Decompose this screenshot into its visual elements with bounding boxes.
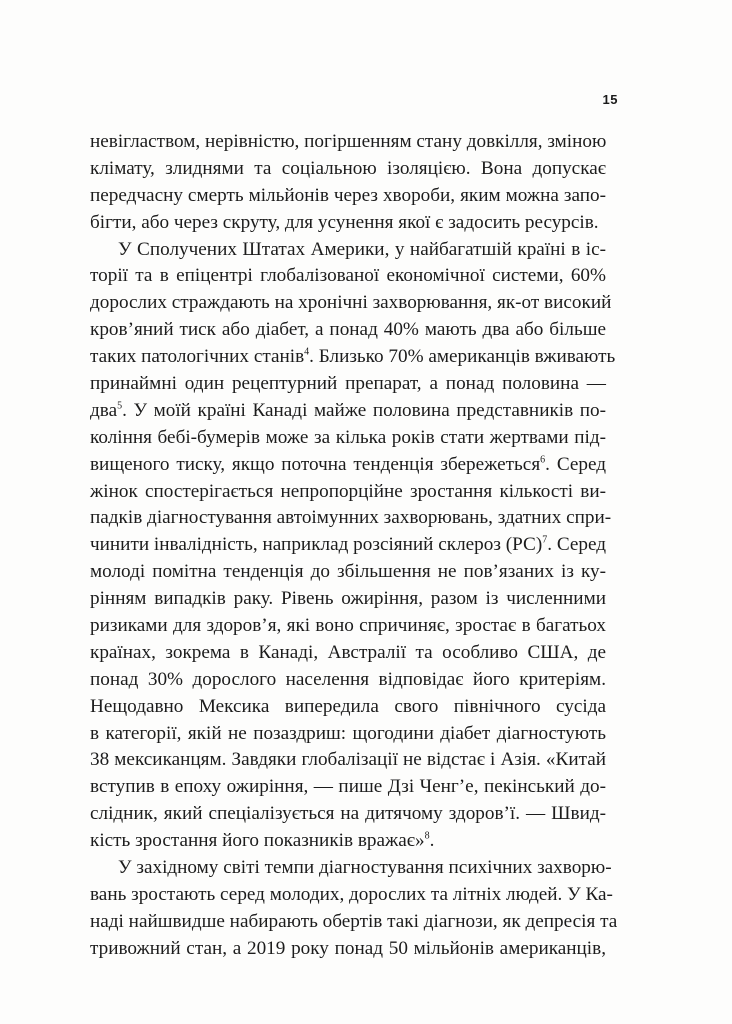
text-line (90, 425, 606, 452)
text-line (90, 774, 606, 801)
footnote-ref: 6 (540, 454, 546, 466)
line-text: рінням випадків раку. Рівень ожиріння, разом із численними (90, 588, 606, 610)
text-line (90, 801, 606, 828)
body-text (90, 129, 618, 963)
footnote-ref: 8 (424, 830, 430, 842)
text-line (90, 290, 612, 317)
text-line (90, 156, 606, 183)
text-line (90, 747, 606, 774)
text-line (90, 613, 606, 640)
line-text: молоді помітна тенденція до збільшення не пов’язаних із ку- (90, 561, 606, 583)
line-text: кров’яний тиск або діабет, а понад 40% мають два або більше (90, 319, 606, 341)
text-line (90, 505, 612, 532)
page-number: 15 (602, 92, 618, 107)
text-line (90, 694, 606, 721)
line-text: дорослих страждають на хронічні захворювання, як-от високий (90, 292, 612, 314)
paragraph (90, 129, 606, 237)
text-line (90, 479, 606, 506)
line-text: коління бебі-бумерів може за кілька років стати жертвами під- (90, 426, 606, 448)
footnote-ref: 5 (117, 400, 123, 412)
text-line (90, 371, 606, 398)
line-text: торії та в епіцентрі глобалізованої економічної системи, 60% (90, 265, 606, 287)
line-text: У Сполучених Штатах Америки, у найбагатшій країні в іс- (118, 238, 606, 260)
line-text: Нещодавно Мексика випередила свого північного сусіда (90, 695, 606, 717)
line-text: У західному світі темпи діагностування психічних захворю- (118, 857, 612, 879)
text-line (90, 183, 606, 210)
line-text: тривожний стан, а 2019 року понад 50 мільйонів американців, (90, 937, 606, 959)
text-line (90, 398, 606, 425)
line-text: два (90, 399, 118, 421)
line-text: країнах, зокрема в Канаді, Австралії та особливо США, де (90, 641, 606, 663)
text-line (90, 210, 606, 237)
line-text-continued: . Близько 70% американців вживають (309, 346, 616, 368)
text-line (90, 828, 606, 855)
line-text-continued: . У моїй країні Канаді майже половина представників по- (122, 399, 606, 421)
text-line (90, 586, 606, 613)
text-line (90, 452, 606, 479)
text-line (90, 882, 613, 909)
line-text: жінок спостерігається непропорційне зростання кількості ви- (90, 480, 606, 502)
line-text: невіглаством, нерівністю, погіршенням стану довкілля, зміною (90, 131, 607, 152)
line-text: в категорії, якій не позаздриш: щогодини діабет діагностують (90, 722, 606, 744)
text-line (90, 667, 606, 694)
line-text: слідник, який спеціалізується на дитячому здоров’ї. — Швид- (90, 803, 606, 825)
line-text: чинити інвалідність, наприклад розсіяний склероз (РС) (90, 534, 543, 556)
text-line (90, 721, 606, 748)
text-line (90, 263, 606, 290)
line-text-continued: . Серед (547, 534, 606, 556)
line-text: принаймні один рецептурний препарат, а понад половина — (90, 373, 606, 395)
line-text: вступив в епоху ожиріння, — пише Дзі Ченг’е, пекінський до- (90, 776, 606, 798)
text-line (90, 129, 606, 156)
line-text: вищеного тиску, якщо поточна тенденція збережеться (90, 453, 541, 475)
line-text: понад 30% дорослого населення відповідає його критеріям. (90, 668, 606, 690)
line-text: ризиками для здоров’я, які воно спричиняє, зростає в багатьох (90, 615, 606, 637)
text-line (90, 855, 612, 882)
line-text-continued: . (429, 830, 435, 852)
text-line (90, 317, 606, 344)
text-line (90, 909, 618, 936)
paragraph (90, 237, 616, 855)
line-text: бігти, або через скруту, для усунення якої є задосить ресурсів. (90, 211, 599, 233)
text-line (90, 237, 606, 264)
text-line (90, 640, 606, 667)
footnote-ref: 4 (304, 346, 310, 358)
line-text: клімату, злиднями та соціальною ізоляцією. Вона допускає (90, 157, 606, 179)
paragraph (90, 855, 618, 963)
text-line (90, 344, 616, 371)
text-line (90, 936, 606, 963)
text-line (90, 559, 606, 586)
line-text: наді найшвидше набирають обертів такі діагнози, як депресія та (90, 910, 618, 932)
line-text-continued: . Серед (545, 453, 606, 475)
line-text: кість зростання його показників вражає» (90, 830, 425, 852)
text-line (90, 532, 606, 559)
line-text: 38 мексиканцям. Завдяки глобалізації не відстає і Азія. «Китай (90, 749, 606, 771)
line-text: вань зростають серед молодих, дорослих та літніх людей. У Ка- (90, 883, 613, 905)
line-text: передчасну смерть мільйонів через хвороби, яким можна запо- (90, 184, 606, 206)
line-text: падків діагностування автоімунних захворювань, здатних спри- (90, 507, 612, 529)
footnote-ref: 7 (542, 534, 548, 546)
line-text: таких патологічних станів (90, 346, 305, 368)
